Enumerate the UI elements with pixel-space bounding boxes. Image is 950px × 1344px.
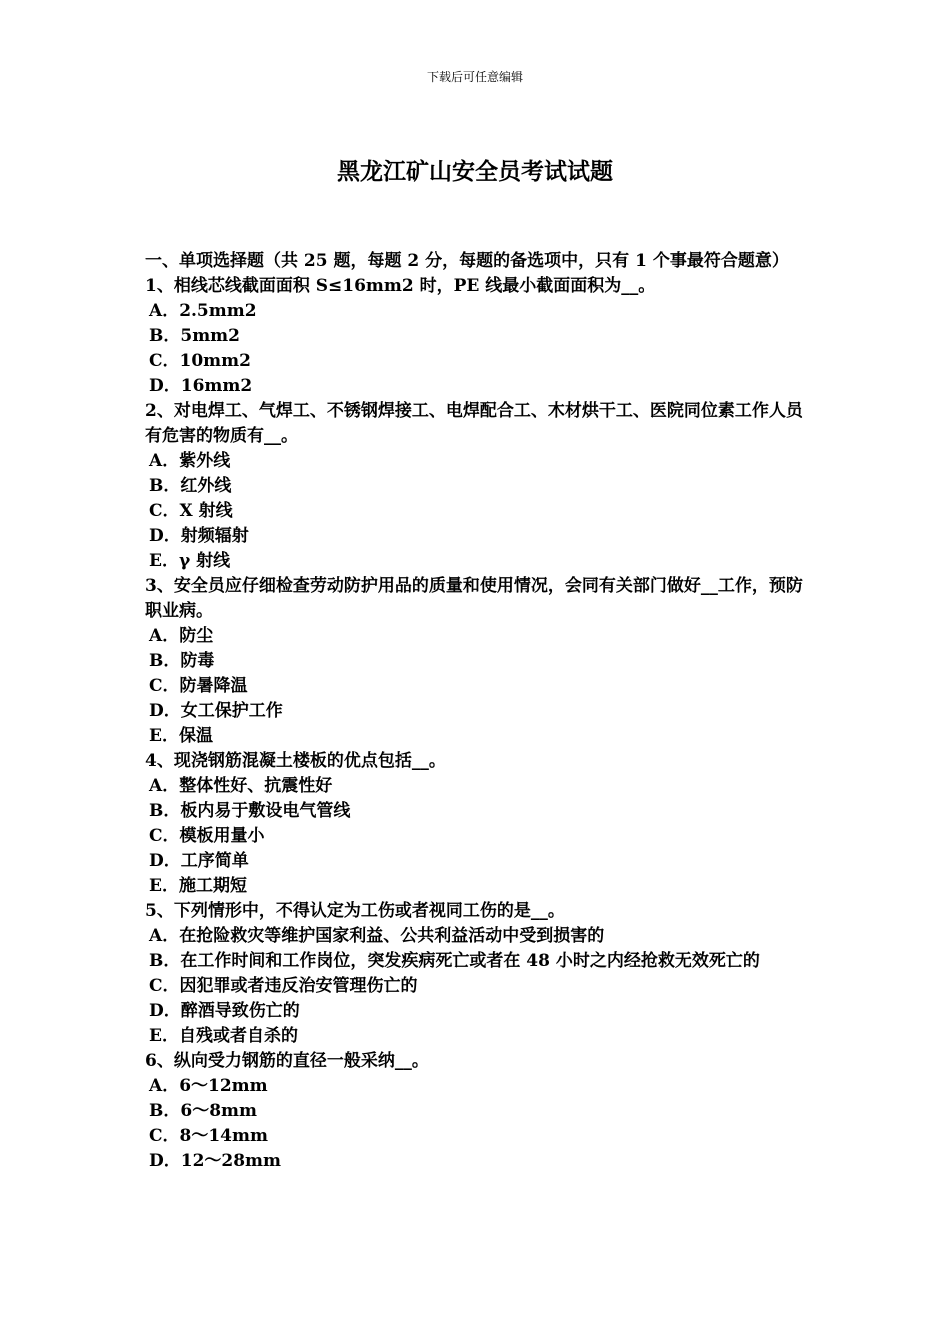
option-b: B．防毒 — [149, 651, 215, 671]
option-d: D．12～28mm — [149, 1151, 282, 1171]
option-b: B．5mm2 — [149, 326, 241, 346]
option-c: C．因犯罪或者违反治安管理伤亡的 — [149, 976, 418, 996]
question-stem: 2、对电焊工、气焊工、不锈钢焊接工、电焊配合工、木材烘干工、医院同位素工作人员有危害的物质有__。 — [145, 401, 803, 446]
option-b: B．板内易于敷设电气管线 — [149, 801, 351, 821]
option-c: C．X 射线 — [149, 501, 233, 521]
option-a: A．在抢险救灾等维护国家利益、公共利益活动中受到损害的 — [149, 926, 605, 946]
option-b: B．6～8mm — [149, 1101, 258, 1121]
question-section — [145, 249, 810, 1174]
header-note: 下载后可任意编辑 — [426, 70, 523, 84]
question-stem: 6、纵向受力钢筋的直径一般采纳__。 — [145, 1051, 429, 1071]
option-a: A．6～12mm — [149, 1076, 268, 1096]
question-stem: 4、现浇钢筋混凝土楼板的优点包括__。 — [145, 751, 446, 771]
option-e: E．γ 射线 — [149, 551, 231, 571]
option-b: B．在工作时间和工作岗位，突发疾病死亡或者在 48 小时之内经抢救无效死亡的 — [149, 951, 760, 971]
option-a: A．防尘 — [149, 626, 214, 646]
option-e: E．保温 — [149, 726, 213, 746]
option-d: D．女工保护工作 — [149, 701, 283, 721]
option-d: D．射频辐射 — [149, 526, 249, 546]
option-d: D．醉酒导致伤亡的 — [149, 1001, 300, 1021]
option-a: A．整体性好、抗震性好 — [149, 776, 333, 796]
option-e: E．自残或者自杀的 — [149, 1026, 298, 1046]
option-c: C．10mm2 — [149, 351, 251, 371]
question-stem: 3、安全员应仔细检查劳动防护用品的质量和使用情况，会同有关部门做好__工作，预防职业病。 — [145, 576, 803, 621]
option-d: D．工序简单 — [149, 851, 249, 871]
option-e: E．施工期短 — [149, 876, 247, 896]
question-1 — [145, 274, 810, 399]
option-c: C．防暑降温 — [149, 676, 248, 696]
question-3 — [145, 574, 810, 749]
document-title: 黑龙江矿山安全员考试试题 — [337, 158, 613, 185]
option-b: B．红外线 — [149, 476, 232, 496]
option-d: D．16mm2 — [149, 376, 253, 396]
question-stem: 5、下列情形中，不得认定为工伤或者视同工伤的是__。 — [145, 901, 565, 921]
section-heading: 一、单项选择题（共 25 题，每题 2 分，每题的备选项中，只有 1 个事最符合题意） — [145, 251, 789, 271]
question-5 — [145, 899, 810, 1049]
option-c: C．8～14mm — [149, 1126, 268, 1146]
question-2 — [145, 399, 810, 574]
option-a: A．紫外线 — [149, 451, 231, 471]
question-4 — [145, 749, 810, 899]
option-c: C．模板用量小 — [149, 826, 265, 846]
option-a: A．2.5mm2 — [149, 301, 257, 321]
question-stem: 1、相线芯线截面面积 S≤16mm2 时，PE 线最小截面面积为__。 — [145, 276, 656, 296]
question-6 — [145, 1049, 810, 1174]
